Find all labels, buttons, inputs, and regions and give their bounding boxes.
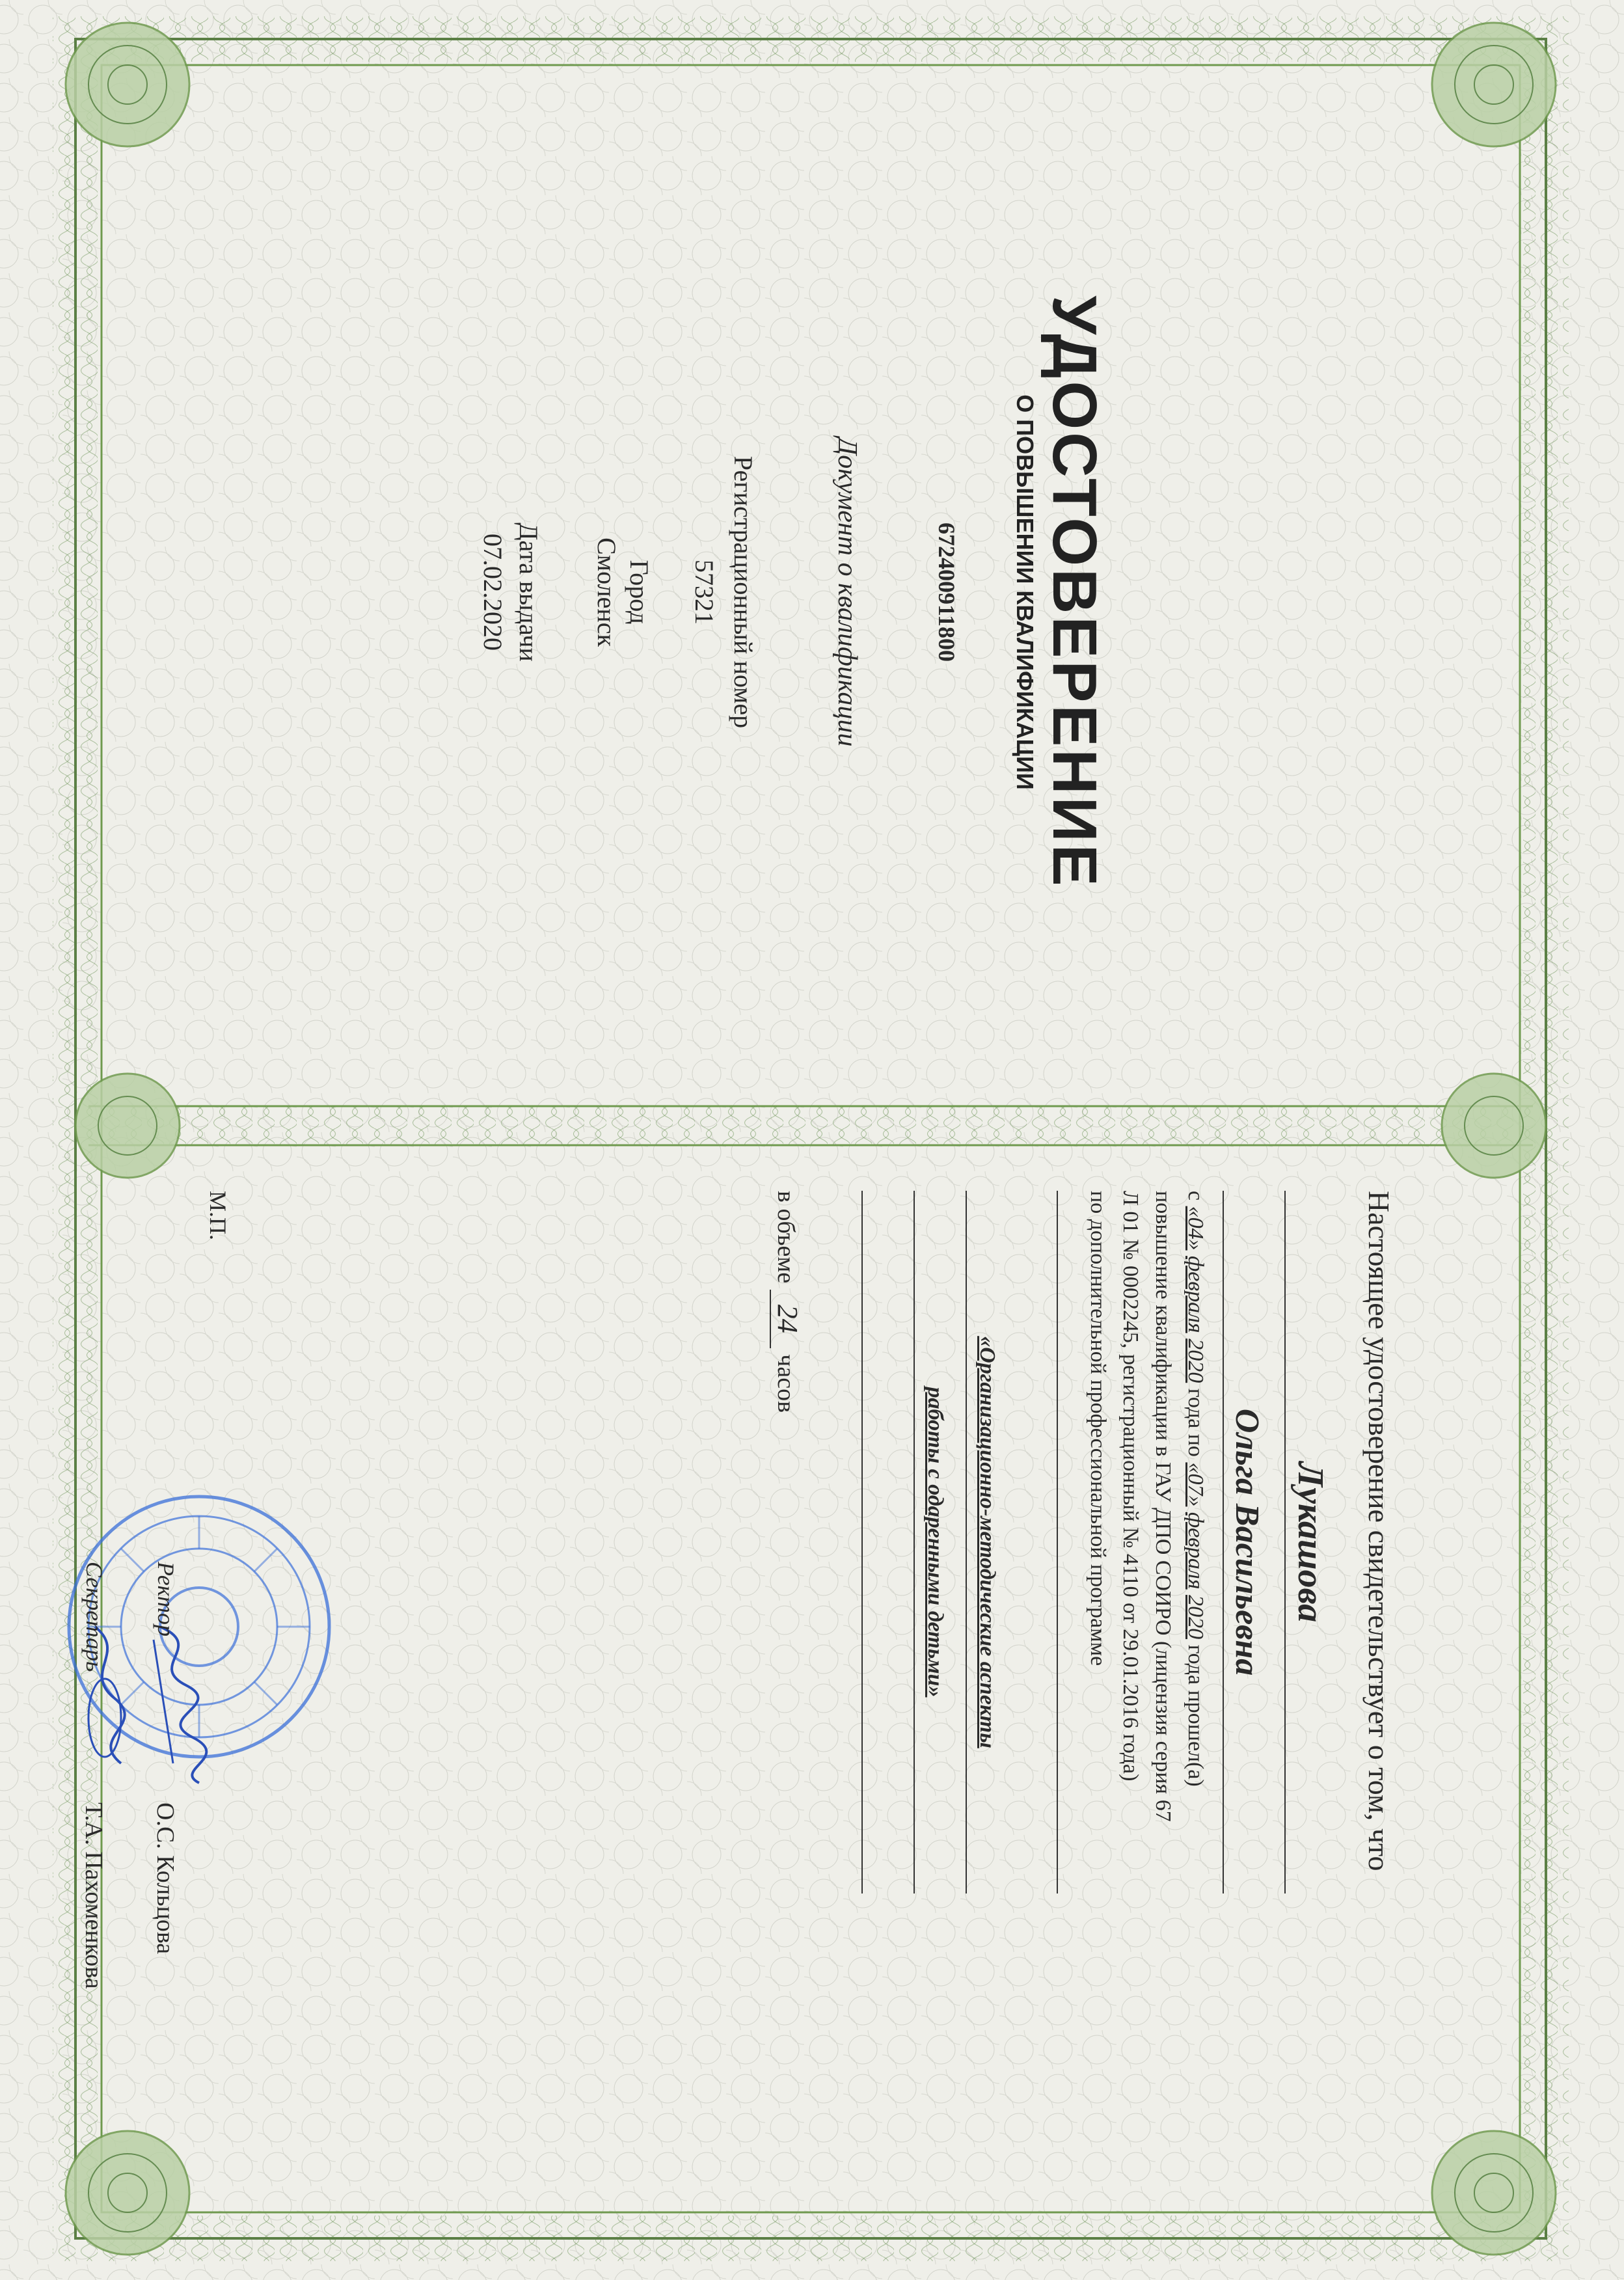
- surname-underline: [1284, 1191, 1286, 1893]
- left-page: [102, 98, 1507, 1087]
- volume-prefix: в объеме: [772, 1191, 800, 1284]
- volume-suffix: часов: [772, 1354, 800, 1413]
- period-suffix: года прошел(а): [1184, 1644, 1208, 1787]
- secretary-role: Секретарь: [81, 1562, 107, 1672]
- training-period-line: [1183, 1191, 1208, 1787]
- issue-date-label: Дата выдачи: [514, 522, 543, 662]
- start-month: февраля: [1184, 1256, 1208, 1333]
- license-line: Л 01 № 0002245, регистрационный № 4110 от 29.01.2016 года): [1118, 1191, 1143, 1782]
- program-underline-1: [966, 1191, 967, 1893]
- program-intro-line: по дополнительной профессиональной программе: [1086, 1191, 1110, 1666]
- document-type: Документ о квалификации: [832, 437, 862, 747]
- period-prefix: с: [1184, 1191, 1208, 1201]
- document-number: 672400911800: [934, 522, 960, 662]
- reg-number-label: Регистрационный номер: [729, 455, 758, 729]
- rector-signature-icon: [141, 1620, 212, 1789]
- end-day: «07»: [1184, 1462, 1208, 1507]
- issue-date-value: 07.02.2020: [478, 534, 508, 651]
- hours-value: 24: [770, 1290, 804, 1348]
- end-month: февраля: [1184, 1512, 1208, 1590]
- holder-given-names: Ольга Васильевна: [1228, 1408, 1265, 1676]
- stamp-place-label: М.П.: [205, 1191, 231, 1241]
- volume-line: [770, 1191, 804, 1413]
- right-page: [80, 1191, 1507, 2180]
- city-label: Город: [625, 560, 654, 625]
- given-names-underline: [1223, 1191, 1224, 1893]
- start-year: 2020: [1184, 1338, 1208, 1383]
- program-title-line-2: работы с одаренными детьми»: [923, 1387, 947, 1698]
- holder-surname: Лукашова: [1290, 1461, 1331, 1623]
- city-value: Смоленск: [592, 537, 621, 647]
- secretary-name: Т.А. Пахоменкова: [80, 1802, 107, 1989]
- program-underline-3: [861, 1191, 863, 1893]
- institution-line: повышение квалификации в ГАУ ДПО СОИРО (лицензия серия 67: [1151, 1191, 1175, 1822]
- start-day: «04»: [1184, 1206, 1208, 1251]
- document-subtitle: О ПОВЫШЕНИИ КВАЛИФИКАЦИИ: [1012, 394, 1038, 790]
- rector-name: О.С. Кольцова: [152, 1802, 179, 1955]
- rector-role: Ректор: [153, 1562, 179, 1637]
- program-title-line-1: «Организационно-методические аспекты: [975, 1336, 999, 1748]
- period-mid: года по: [1184, 1388, 1208, 1457]
- document-title: УДОСТОВЕРЕНИЕ: [1040, 295, 1109, 889]
- program-blank-line: [1057, 1191, 1058, 1893]
- end-year: 2020: [1184, 1595, 1208, 1640]
- reg-number-value: 57321: [690, 560, 719, 625]
- program-underline-2: [914, 1191, 915, 1893]
- intro-text: Настоящее удостоверение свидетельствует о том, что: [1362, 1191, 1396, 1871]
